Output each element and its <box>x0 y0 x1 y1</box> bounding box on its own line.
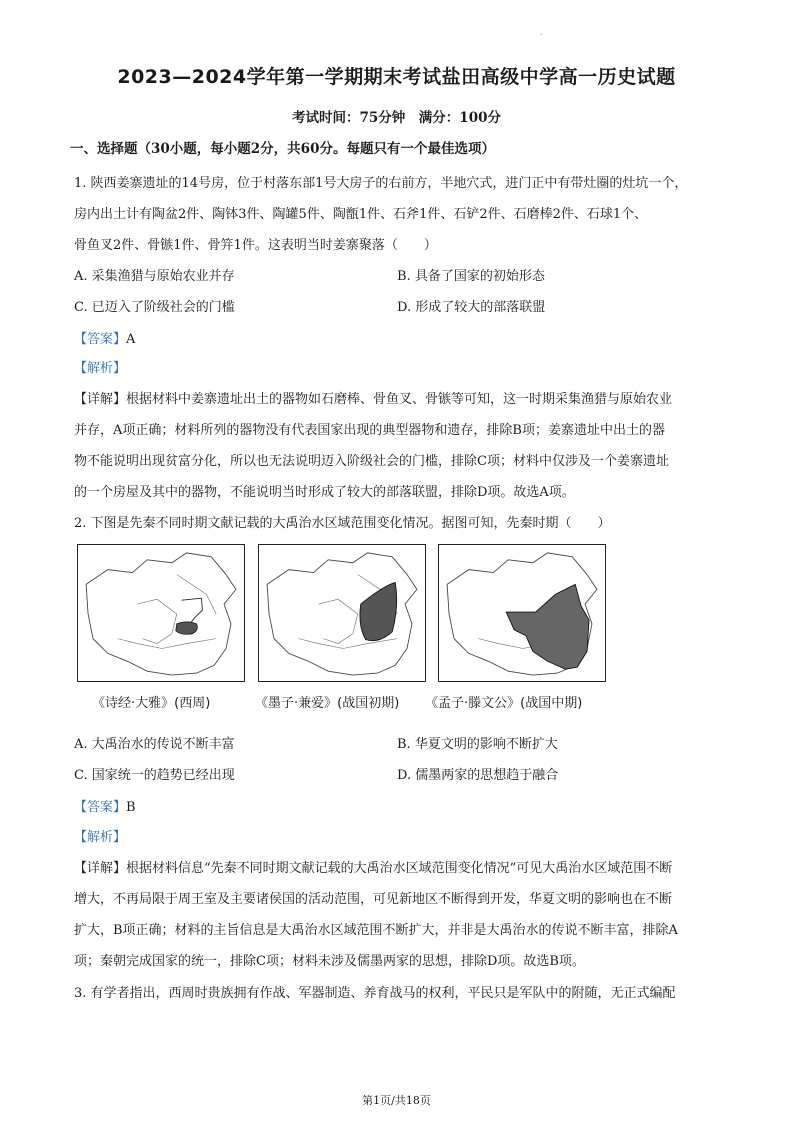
page-title: 2023—2024学年第一学期期末考试盐田高级中学高一历史试题 <box>117 66 676 88</box>
q1-detail-line1 <box>74 388 672 407</box>
q1-detail-line3: 物不能说明出现贫富分化，所以也无法说明迈入阶级社会的门槛，排除C项；材料中仅涉及一个姜寨遗址 <box>74 454 669 469</box>
map-caption-3: 《孟子·滕文公》(战国中期) <box>425 696 583 711</box>
answer-tag: 【答案】 <box>74 800 127 815</box>
q1-option-c: C. 已迈入了阶级社会的门槛 <box>74 300 235 315</box>
q2-option-b: B. 华夏文明的影响不断扩大 <box>397 737 558 752</box>
map-early-warring <box>258 544 426 682</box>
q2-answer <box>74 796 136 815</box>
q3-stem: 3. 有学者指出，西周时贵族拥有作战、军器制造、养育战马的权利，平民只是军队中的附随，无正式编配 <box>74 986 676 1001</box>
q1-option-b: B. 具备了国家的初始形态 <box>397 269 545 284</box>
detail-text: 根据材料中姜寨遗址出土的器物如石磨棒、骨鱼叉、骨镞等可知，这一时期采集渔猎与原始农业 <box>126 392 673 407</box>
q1-answer <box>74 328 135 347</box>
answer-tag: 【答案】 <box>74 332 127 347</box>
q2-detail-line4: 项；秦朝完成国家的统一，排除C项；材料未涉及儒墨两家的思想，排除D项。故选B项。 <box>74 954 585 969</box>
detail-text: 根据材料信息“先秦不同时期文献记载的大禹治水区域范围变化情况”可见大禹治水区域范围不断 <box>126 861 673 876</box>
q2-detail-line1 <box>74 857 672 876</box>
q1-stem-line1: 1. 陕西姜寨遗址的14号房，位于村落东部1号大房子的右前方，半地穴式，进门正中有带灶圈的灶坑一个， <box>74 176 688 191</box>
q2-analysis-tag: 【解析】 <box>74 830 127 845</box>
china-map-3 <box>439 545 605 681</box>
q2-option-a: A. 大禹治水的传说不断丰富 <box>74 737 235 752</box>
flood-area-3 <box>506 584 589 669</box>
q1-analysis-tag: 【解析】 <box>74 361 127 376</box>
q1-option-a: A. 采集渔猎与原始农业并存 <box>74 269 235 284</box>
q2-option-c: C. 国家统一的趋势已经出现 <box>74 768 235 783</box>
exam-info: 考试时间：75分钟 满分：100分 <box>292 110 501 126</box>
map-mid-warring <box>438 544 606 682</box>
section-heading: 一、选择题（30小题，每小题2分，共60分。每题只有一个最佳选项） <box>70 141 495 157</box>
detail-tag: 【详解】 <box>74 392 127 407</box>
map-caption-1: 《诗经·大雅》(西周) <box>92 696 211 711</box>
q2-option-d: D. 儒墨两家的思想趋于融合 <box>397 768 559 783</box>
answer-value: A <box>126 332 136 347</box>
map-caption-2: 《墨子·兼爱》(战国初期) <box>255 696 400 711</box>
answer-value: B <box>126 800 136 815</box>
flood-area-2 <box>360 582 397 640</box>
china-map-2 <box>259 545 425 681</box>
q1-stem-line2: 房内出土计有陶盆2件、陶钵3件、陶罐5件、陶甑1件、石斧1件、石铲2件、石磨棒2件、石球1个、 <box>74 207 648 222</box>
detail-tag: 【详解】 <box>74 861 127 876</box>
q1-detail-line2: 并存，A项正确；材料所列的器物没有代表国家出现的典型器物和遗存，排除B项；姜寨遗址中出土的器 <box>74 423 665 438</box>
q1-stem-line3: 骨鱼叉2件、骨镞1件、骨笄1件。这表明当时姜寨聚落（ ） <box>74 238 437 253</box>
q2-detail-line2: 增大，不再局限于周王室及主要诸侯国的活动范围，可见新地区不断得到开发，华夏文明的影响也在不断 <box>74 892 673 907</box>
q2-stem: 2. 下图是先秦不同时期文献记载的大禹治水区域范围变化情况。据图可知，先秦时期（ ） <box>74 516 611 531</box>
q1-detail-line4: 的一个房屋及其中的器物，不能说明当时形成了较大的部落联盟，排除D项。故选A项。 <box>74 485 575 500</box>
map-western-zhou <box>77 544 245 682</box>
scan-dot: · <box>540 30 543 39</box>
page-number: 第1页/共18页 <box>362 1094 431 1107</box>
flood-area-1 <box>176 622 198 634</box>
q1-option-d: D. 形成了较大的部落联盟 <box>397 300 546 315</box>
china-map-1 <box>78 545 244 681</box>
q2-detail-line3: 扩大，B项正确；材料的主旨信息是大禹治水区域范围不断扩大，并非是大禹治水的传说不断丰富，排除A <box>74 923 678 938</box>
map-figure <box>77 544 607 684</box>
